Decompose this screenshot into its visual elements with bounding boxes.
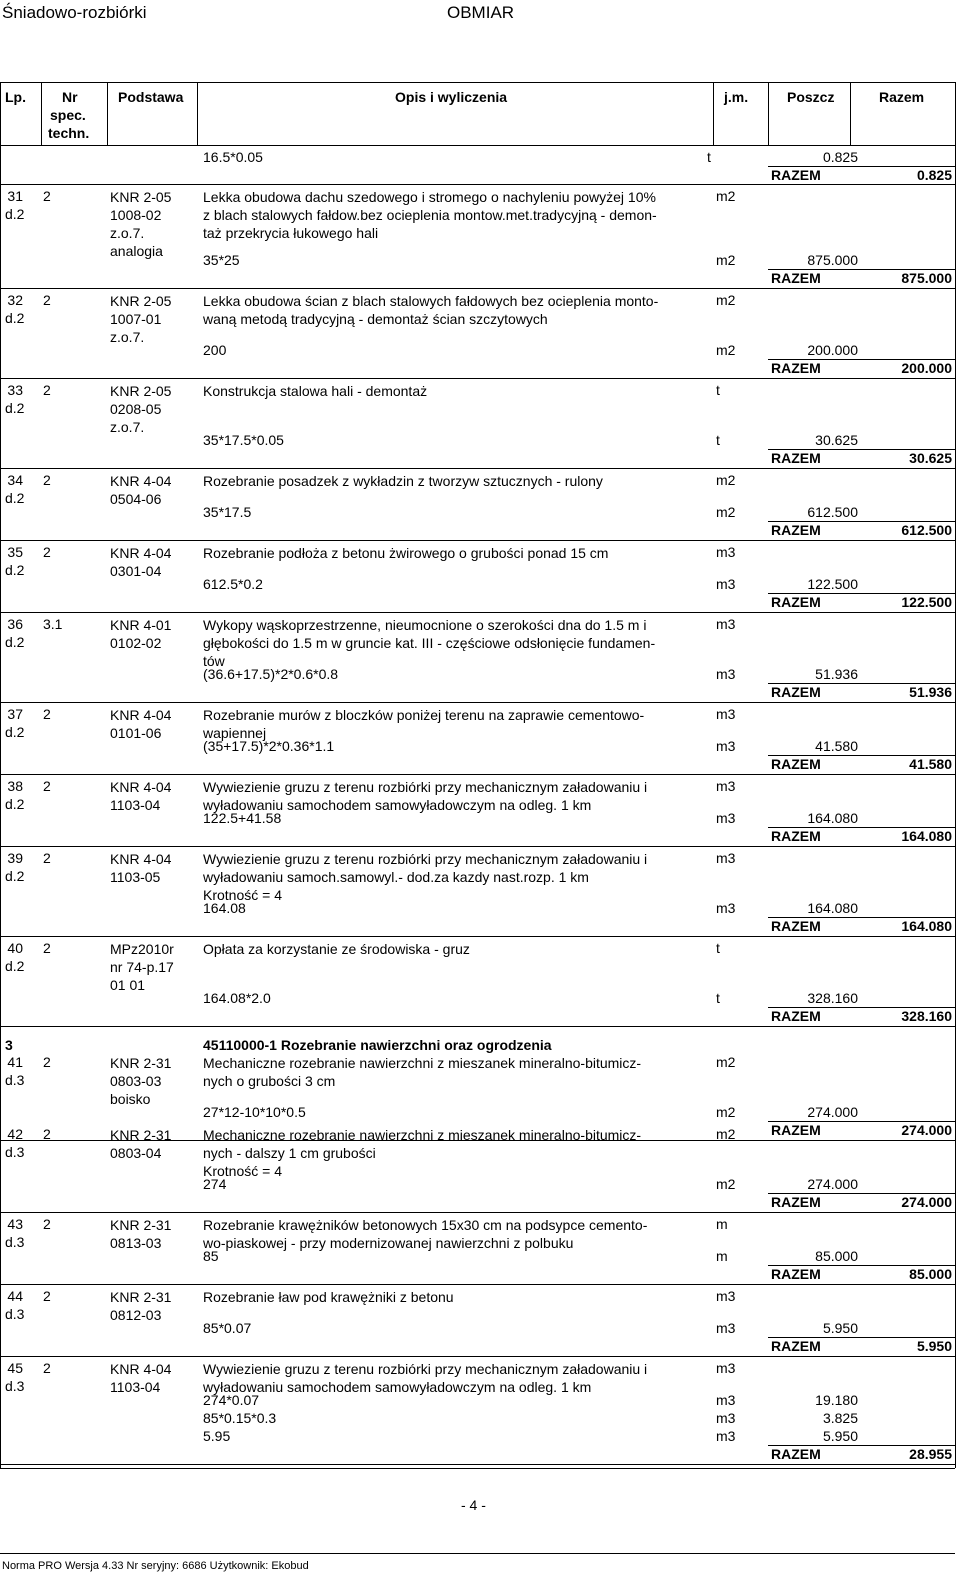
calc-unit: m2: [716, 1176, 736, 1192]
table-top-border: [0, 82, 955, 83]
item-lp: 45: [7, 1360, 23, 1376]
item-separator: [0, 1356, 955, 1357]
item-separator: [0, 540, 955, 541]
calc-unit: m2: [716, 342, 736, 358]
razem-label: RAZEM: [771, 450, 821, 466]
razem-value: 122.500: [901, 594, 952, 610]
section-number: 3: [5, 1037, 13, 1053]
razem-label: RAZEM: [771, 828, 821, 844]
item-nr: 2: [43, 382, 51, 398]
item-unit: m2: [716, 472, 736, 488]
item-lp: 40: [7, 940, 23, 956]
item-lp: 38: [7, 778, 23, 794]
razem-value: 51.936: [909, 684, 952, 700]
calc-unit: m3: [716, 1320, 736, 1336]
razem-label: RAZEM: [771, 594, 821, 610]
item-unit: m2: [716, 292, 736, 308]
item-lp: d.3: [5, 1144, 25, 1160]
calc-value: 274.000: [807, 1176, 858, 1192]
item-lp: 31: [7, 188, 23, 204]
razem-label: RAZEM: [771, 1338, 821, 1354]
table-header-border: [0, 145, 955, 146]
item-separator: [0, 774, 955, 775]
item-basis: KNR 4-04 1103-04: [110, 1361, 172, 1395]
razem-value: 274.000: [901, 1194, 952, 1210]
calc-expression: 164.08: [203, 900, 246, 916]
item-nr: 2: [43, 544, 51, 560]
item-description: Konstrukcja stalowa hali - demontaż: [203, 383, 428, 399]
item-basis: KNR 2-31 0803-03 boisko: [110, 1055, 172, 1107]
razem-value: 200.000: [901, 360, 952, 376]
razem-value: 85.000: [909, 1266, 952, 1282]
calc-value: 164.080: [807, 810, 858, 826]
item-description: Rozebranie ław pod krawężniki z betonu: [203, 1289, 454, 1305]
item-lp: d.3: [5, 1234, 25, 1250]
calc-value: 85.000: [815, 1248, 858, 1264]
calc-value: 3.825: [822, 1410, 858, 1426]
item-description: Rozebranie posadzek z wykładzin z tworzyw sztucznych - rulony: [203, 473, 603, 489]
calc-expression: 85: [203, 1248, 219, 1264]
item-separator: [0, 612, 955, 613]
item-description: Wywiezienie gruzu z terenu rozbiórki przy mechanicznym załadowaniu i wyładowaniu samoch.samowyl.- dod.za kazdy nast.rozp. 1 km Krotność = 4: [203, 851, 648, 903]
item-nr: 2: [43, 1216, 51, 1232]
item-lp: 36: [7, 616, 23, 632]
item-lp: d.2: [5, 562, 25, 578]
calc-unit: m3: [716, 738, 736, 754]
item-lp: 35: [7, 544, 23, 560]
item-unit: m2: [716, 1054, 736, 1070]
item-lp: 44: [7, 1288, 23, 1304]
col-header-opis: Opis i wyliczenia: [395, 89, 508, 105]
document-type: OBMIAR: [447, 3, 515, 22]
item-lp: d.2: [5, 724, 25, 740]
item-lp: d.2: [5, 634, 25, 650]
item-lp: d.2: [5, 310, 25, 326]
calc-unit: t: [716, 432, 720, 448]
calc-expression: 200: [203, 342, 227, 358]
item-separator: [0, 936, 955, 937]
item-unit: m3: [716, 1360, 736, 1376]
razem-label: RAZEM: [771, 167, 821, 183]
item-basis: KNR 2-05 0208-05 z.o.7.: [110, 383, 172, 435]
item-lp: 41: [7, 1054, 23, 1070]
col-header-nr: techn.: [48, 125, 90, 141]
razem-label: RAZEM: [771, 270, 821, 286]
item-description: Lekka obudowa dachu szedowego i stromego o nachyleniu powyżej 10% z blach stalowych fałdow.bez ocieplenia montow.met.tradycyjną - demon- taż przekrycia łukowego hali: [203, 189, 657, 241]
calc-value: 30.625: [815, 432, 858, 448]
col-divider: [197, 82, 198, 146]
item-basis: MPz2010r nr 74-p.17 01 01: [110, 941, 174, 993]
calc-expression: 122.5+41.58: [203, 810, 282, 826]
item-lp: 33: [7, 382, 23, 398]
item-description: Rozebranie murów z bloczków poniżej terenu na zaprawie cementowo- wapiennej: [203, 707, 645, 741]
item-separator: [0, 184, 955, 185]
section-title: 45110000-1 Rozebranie nawierzchni oraz ogrodzenia: [203, 1037, 552, 1053]
page-number: - 4 -: [461, 1497, 486, 1513]
calc-expression: 35*17.5: [203, 504, 252, 520]
item-nr: 2: [43, 1360, 51, 1376]
item-lp: d.3: [5, 1378, 25, 1394]
footer-divider: [0, 1553, 955, 1554]
col-divider: [850, 82, 851, 146]
calc-expression: (36.6+17.5)*2*0.6*0.8: [203, 666, 339, 682]
col-header-podstawa: Podstawa: [118, 89, 184, 105]
item-nr: 2: [43, 778, 51, 794]
calc-unit: m3: [716, 1428, 736, 1444]
razem-label: RAZEM: [771, 1266, 821, 1282]
calc-expression: 85*0.07: [203, 1320, 252, 1336]
calc-value: 875.000: [807, 252, 858, 268]
item-separator: [0, 288, 955, 289]
item-nr: 2: [43, 1054, 51, 1070]
col-header-razem: Razem: [879, 89, 925, 105]
calc-expression: 5.95: [203, 1428, 231, 1444]
col-header-jm: j.m.: [724, 89, 749, 105]
item-lp: d.2: [5, 868, 25, 884]
item-basis: KNR 4-04 1103-05: [110, 851, 172, 885]
item-lp: 32: [7, 292, 23, 308]
calc-expression: 164.08*2.0: [203, 990, 271, 1006]
calc-value: 5.950: [822, 1320, 858, 1336]
item-lp: 42: [7, 1126, 23, 1142]
razem-label: RAZEM: [771, 522, 821, 538]
item-nr: 2: [43, 292, 51, 308]
item-unit: t: [716, 382, 720, 398]
item-lp: 39: [7, 850, 23, 866]
item-description: Mechaniczne rozebranie nawierzchni z mieszanek mineralno-bitumicz- nych o grubości 3 cm: [203, 1055, 642, 1089]
footer-text: Norma PRO Wersja 4.33 Nr seryjny: 6686 Użytkownik: Ekobud: [2, 1560, 309, 1572]
item-basis: KNR 4-04 1103-04: [110, 779, 172, 813]
calc-value: 200.000: [807, 342, 858, 358]
item-description: Mechaniczne rozebranie nawierzchni z mieszanek mineralno-bitumicz- nych - dalszy 1 cm grubości Krotność = 4: [203, 1127, 642, 1179]
table-bottom-border: [0, 1468, 955, 1469]
item-description: Wywiezienie gruzu z terenu rozbiórki przy mechanicznym załadowaniu i wyładowaniu samochodem samowyładowczym na odleg. 1 km: [203, 779, 648, 813]
razem-label: RAZEM: [771, 918, 821, 934]
razem-label: RAZEM: [771, 360, 821, 376]
col-header-lp: Lp.: [5, 89, 26, 105]
razem-label: RAZEM: [771, 1122, 821, 1138]
item-separator: [0, 1212, 955, 1213]
col-divider: [41, 82, 42, 146]
item-separator: [0, 1026, 955, 1027]
calc-expression: 274*0.07: [203, 1392, 260, 1408]
calc-unit: m3: [716, 900, 736, 916]
item-unit: m3: [716, 616, 736, 632]
item-separator: [0, 1284, 955, 1285]
calc-unit: m2: [716, 504, 736, 520]
item-description: Lekka obudowa ścian z blach stalowych fałdowych bez ocieplenia monto- waną metodą tradycyjną - demontaż ścian szczytowych: [203, 293, 659, 327]
item-separator: [0, 846, 955, 847]
calc-expression: (35+17.5)*2*0.36*1.1: [203, 738, 335, 754]
item-nr: 2: [43, 1288, 51, 1304]
item-basis: KNR 4-04 0301-04: [110, 545, 172, 579]
calc-unit: m2: [716, 252, 736, 268]
calc-value: 41.580: [815, 738, 858, 754]
col-divider: [768, 82, 769, 146]
calc-value: 328.160: [807, 990, 858, 1006]
item-basis: KNR 2-05 1007-01 z.o.7.: [110, 293, 172, 345]
razem-value: 164.080: [901, 828, 952, 844]
calc-value: 0.825: [822, 149, 858, 165]
calc-unit: m3: [716, 666, 736, 682]
item-separator: [0, 1464, 955, 1465]
item-lp: d.2: [5, 490, 25, 506]
item-description: Rozebranie krawężników betonowych 15x30 cm na podsypce cemento- wo-piaskowej - przy modernizowanej nawierzchni z polbuku: [203, 1217, 648, 1251]
item-unit: m3: [716, 850, 736, 866]
calc-unit: m3: [716, 1392, 736, 1408]
table-left-border: [0, 82, 1, 1468]
item-basis: KNR 4-04 0504-06: [110, 473, 172, 507]
calc-expression: 35*17.5*0.05: [203, 432, 284, 448]
calc-expression: 612.5*0.2: [203, 576, 263, 592]
col-divider: [107, 82, 108, 146]
item-unit: t: [716, 940, 720, 956]
item-basis: KNR 2-05 1008-02 z.o.7. analogia: [110, 189, 172, 259]
razem-value: 41.580: [909, 756, 952, 772]
item-unit: m: [716, 1216, 728, 1232]
calc-expression: 85*0.15*0.3: [203, 1410, 277, 1426]
razem-label: RAZEM: [771, 1446, 821, 1462]
item-description: Rozebranie podłoża z betonu żwirowego o grubości ponad 15 cm: [203, 545, 609, 561]
item-nr: 3.1: [43, 616, 63, 632]
calc-value: 19.180: [815, 1392, 858, 1408]
item-nr: 2: [43, 706, 51, 722]
item-lp: d.3: [5, 1306, 25, 1322]
item-lp: d.2: [5, 400, 25, 416]
item-lp: d.2: [5, 796, 25, 812]
razem-value: 274.000: [901, 1122, 952, 1138]
col-divider: [713, 82, 714, 146]
calc-unit: t: [716, 990, 720, 1006]
razem-value: 0.825: [916, 167, 952, 183]
item-description: Wywiezienie gruzu z terenu rozbiórki przy mechanicznym załadowaniu i wyładowaniu samochodem samowyładowczym na odleg. 1 km: [203, 1361, 648, 1395]
item-unit: m2: [716, 1126, 736, 1142]
calc-expression: 16.5*0.05: [203, 149, 263, 165]
item-lp: d.3: [5, 1072, 25, 1088]
calc-unit: m2: [716, 1104, 736, 1120]
item-unit: m2: [716, 188, 736, 204]
item-lp: d.2: [5, 958, 25, 974]
calc-unit: t: [707, 149, 711, 165]
calc-expression: 274: [203, 1176, 227, 1192]
calc-unit: m3: [716, 576, 736, 592]
razem-label: RAZEM: [771, 684, 821, 700]
razem-value: 612.500: [901, 522, 952, 538]
calc-value: 164.080: [807, 900, 858, 916]
razem-value: 5.950: [916, 1338, 952, 1354]
calc-expression: 27*12-10*10*0.5: [203, 1104, 306, 1120]
calc-unit: m3: [716, 1410, 736, 1426]
item-lp: 34: [7, 472, 23, 488]
calc-value: 274.000: [807, 1104, 858, 1120]
item-basis: KNR 4-01 0102-02: [110, 617, 172, 651]
calc-expression: 35*25: [203, 252, 240, 268]
col-header-nr: spec.: [50, 107, 86, 123]
razem-value: 30.625: [909, 450, 952, 466]
item-nr: 2: [43, 472, 51, 488]
razem-value: 328.160: [901, 1008, 952, 1024]
item-nr: 2: [43, 850, 51, 866]
item-separator: [0, 378, 955, 379]
calc-unit: m3: [716, 810, 736, 826]
razem-label: RAZEM: [771, 1008, 821, 1024]
col-header-poszcz: Poszcz: [787, 89, 835, 105]
item-basis: KNR 2-31 0803-04: [110, 1127, 172, 1161]
calc-value: 5.950: [822, 1428, 858, 1444]
item-description: Wykopy wąskoprzestrzenne, nieumocnione o szerokości dna do 1.5 m i głębokości do 1.5 m w gruncie kat. III - częściowe odsłonięcie fundamen- tów: [203, 617, 656, 669]
item-separator: [0, 468, 955, 469]
razem-value: 875.000: [901, 270, 952, 286]
item-basis: KNR 2-31 0813-03: [110, 1217, 172, 1251]
item-separator: [0, 702, 955, 703]
razem-label: RAZEM: [771, 756, 821, 772]
item-lp: 37: [7, 706, 23, 722]
item-nr: 2: [43, 940, 51, 956]
item-description: Opłata za korzystanie ze środowiska - gruz: [203, 941, 470, 957]
item-lp: 43: [7, 1216, 23, 1232]
item-unit: m3: [716, 778, 736, 794]
document-title: Śniadowo-rozbiórki: [2, 3, 147, 22]
item-basis: KNR 2-31 0812-03: [110, 1289, 172, 1323]
item-unit: m3: [716, 1288, 736, 1304]
item-basis: KNR 4-04 0101-06: [110, 707, 172, 741]
razem-label: RAZEM: [771, 1194, 821, 1210]
calc-value: 122.500: [807, 576, 858, 592]
item-unit: m3: [716, 544, 736, 560]
col-header-nr: Nr: [62, 89, 78, 105]
razem-value: 164.080: [901, 918, 952, 934]
razem-value: 28.955: [909, 1446, 952, 1462]
item-unit: m3: [716, 706, 736, 722]
calc-value: 612.500: [807, 504, 858, 520]
table-right-border: [955, 82, 956, 1468]
calc-unit: m: [716, 1248, 728, 1264]
calc-value: 51.936: [815, 666, 858, 682]
item-nr: 2: [43, 188, 51, 204]
item-lp: d.2: [5, 206, 25, 222]
item-nr: 2: [43, 1126, 51, 1142]
